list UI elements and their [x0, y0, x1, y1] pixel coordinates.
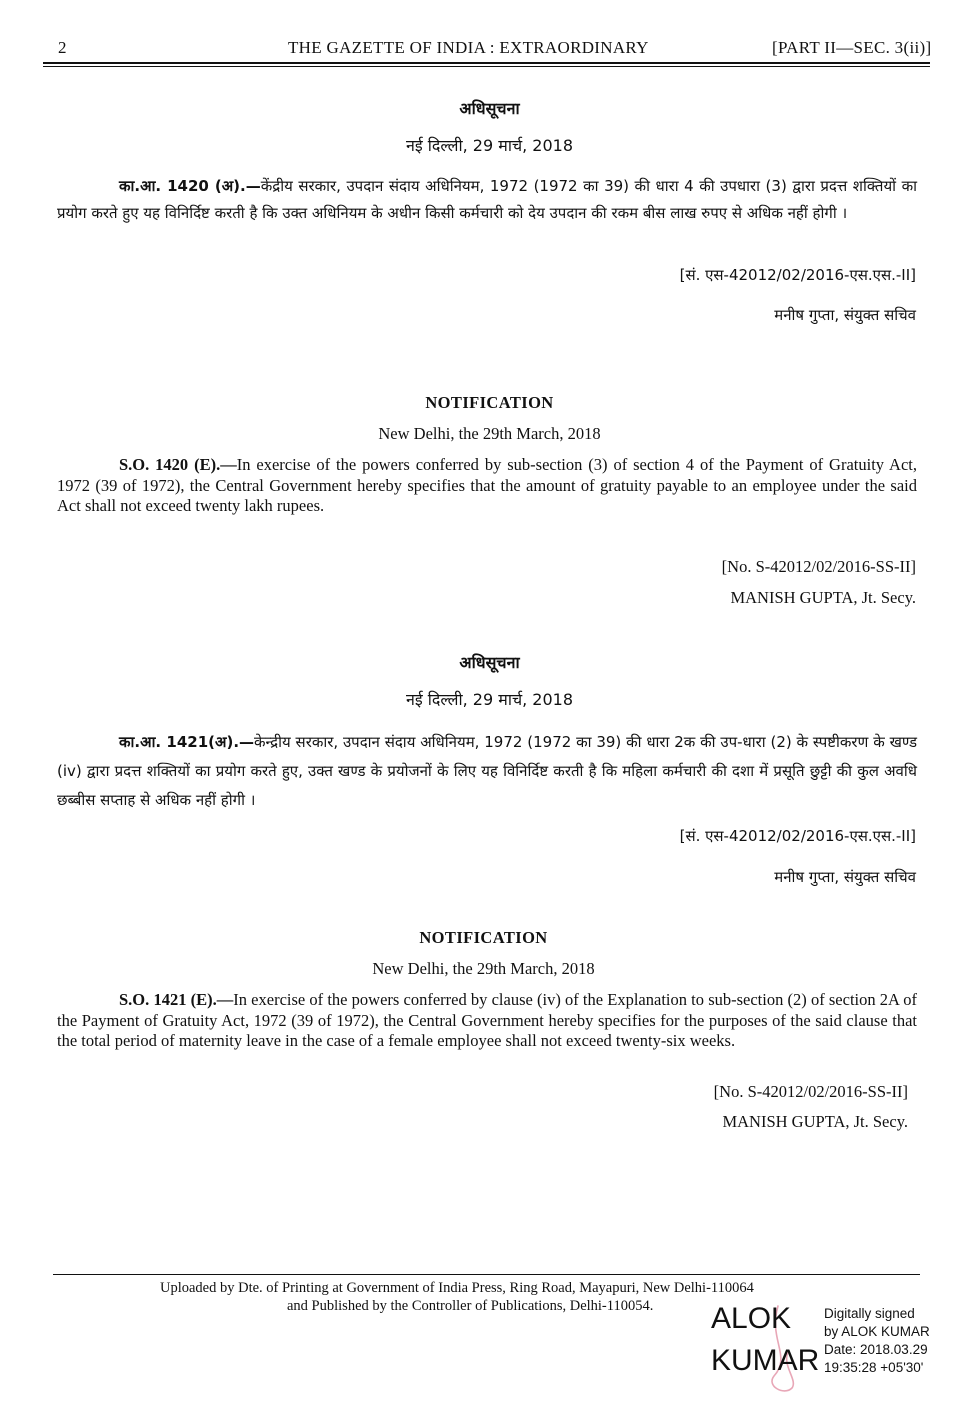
- signature-name-line-1: ALOK: [711, 1302, 792, 1335]
- notif2-en-number: S.O. 1421 (E).—: [119, 990, 234, 1009]
- gazette-title: THE GAZETTE OF INDIA : EXTRAORDINARY: [288, 38, 649, 57]
- signature-info-line-3: Date: 2018.03.29: [824, 1342, 928, 1357]
- notif2-en-file-no: [No. S-42012/02/2016-SS-II]: [713, 1082, 908, 1101]
- notif2-hi-body: [57, 728, 917, 815]
- notif1-en-signatory: MANISH GUPTA, Jt. Secy.: [730, 588, 916, 607]
- notif1-en-date: New Delhi, the 29th March, 2018: [378, 424, 601, 443]
- notif1-en-text: In exercise of the powers conferred by sub-section (3) of section 4 of the Payment of Gratuity Act, 1972 (39 of 1972), the Central Government hereby specifies that the amount of gratuity payable to an employee under the said Act shall not exceed twenty lakh rupees.: [57, 455, 917, 515]
- notif2-hi-number: का.आ. 1421(अ).—: [119, 733, 255, 751]
- notif1-en-body: [57, 455, 917, 517]
- notif2-en-text: In exercise of the powers conferred by clause (iv) of the Explanation to sub-section (2) of section 2A of the Payment of Gratuity Act, 1972 (39 of 1972), the Central Government hereby specifies for the purposes of the said clause that the total period of maternity leave in the case of a female employee shall not exceed twenty-six weeks.: [57, 990, 917, 1050]
- notif2-hi-title: अधिसूचना: [459, 653, 520, 672]
- gazette-part: [PART II—SEC. 3(ii)]: [772, 38, 932, 57]
- notif2-en-date: New Delhi, the 29th March, 2018: [372, 959, 595, 978]
- footer-line-1: Uploaded by Dte. of Printing at Government of India Press, Ring Road, Mayapuri, New Delhi-110064: [160, 1280, 754, 1296]
- notif1-hi-text: केंद्रीय सरकार, उपदान संदाय अधिनियम, 1972 (1972 का 39) की धारा 4 की उपधारा (3) द्वारा प्रदत्त शक्तियों का प्रयोग करते हुए यह विनिर्दिष्ट करती है कि उक्त अधिनियम के अधीन किसी कर्मचारी को देय उपदान की रकम बीस लाख रुपए से अधिक नहीं होगी ।: [57, 177, 917, 222]
- notif2-en-body: [57, 990, 917, 1052]
- notif2-en-title: NOTIFICATION: [419, 928, 548, 947]
- notif1-hi-date: नई दिल्ली, 29 मार्च, 2018: [405, 136, 574, 155]
- signature-info-line-2: by ALOK KUMAR: [824, 1324, 930, 1339]
- signature-info-line-1: Digitally signed: [824, 1306, 915, 1321]
- notif2-hi-signatory: मनीष गुप्ता, संयुक्त सचिव: [774, 868, 916, 886]
- notif1-hi-title: अधिसूचना: [459, 99, 520, 118]
- notif2-hi-text: केन्द्रीय सरकार, उपदान संदाय अधिनियम, 1972 (1972 का 39) की धारा 2क की उप-धारा (2) के स्पष्टीकरण के खण्ड (iv) द्वारा प्रदत्त शक्तियों का प्रयोग करते हुए, उक्त खण्ड के प्रयोजनों के लिए यह विनिर्दिष्ट करती है कि महिला कर्मचारी की दशा में प्रसूति छुट्टी की कुल अवधि छब्बीस सप्ताह से अधिक नहीं होगी ।: [57, 733, 917, 809]
- signature-info-line-4: 19:35:28 +05'30': [824, 1360, 924, 1375]
- notif1-en-file-no: [No. S-42012/02/2016-SS-II]: [721, 557, 916, 576]
- notif1-en-title: NOTIFICATION: [425, 393, 554, 412]
- footer-line-2: and Published by the Controller of Publications, Delhi-110054.: [287, 1298, 654, 1314]
- notif1-hi-file-no: [सं. एस-42012/02/2016-एस.एस.-II]: [679, 266, 916, 284]
- notif2-hi-file-no: [सं. एस-42012/02/2016-एस.एस.-II]: [679, 827, 916, 845]
- header-rule: [43, 62, 930, 67]
- notif2-en-signatory: MANISH GUPTA, Jt. Secy.: [722, 1112, 908, 1131]
- signature-name-line-2: KUMAR: [711, 1344, 820, 1377]
- notif1-hi-body: [57, 173, 917, 227]
- notif1-hi-signatory: मनीष गुप्ता, संयुक्त सचिव: [774, 306, 916, 324]
- footer-rule: [53, 1274, 920, 1275]
- page-number: 2: [58, 38, 67, 57]
- notif2-hi-date: नई दिल्ली, 29 मार्च, 2018: [405, 690, 574, 709]
- notif1-en-number: S.O. 1420 (E).—: [119, 455, 237, 474]
- notif1-hi-number: का.आ. 1420 (अ).—: [119, 177, 261, 195]
